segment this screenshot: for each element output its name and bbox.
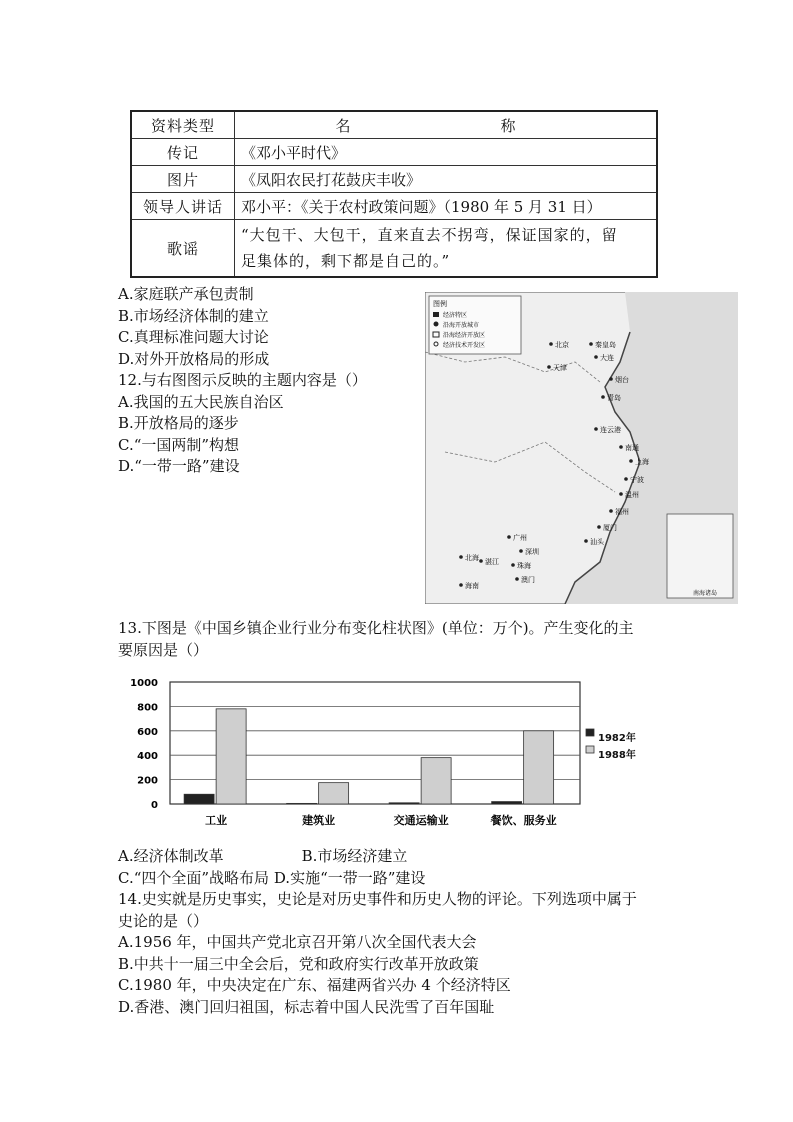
q14-stem-line2: 史论的是（） — [118, 911, 209, 930]
chart-x-tick-label: 建筑业 — [302, 814, 336, 827]
q12-option-b[interactable]: B.开放格局的逐步 — [118, 414, 239, 432]
map-city-dot — [594, 427, 598, 431]
q14-option-a[interactable]: A.1956 年，中国共产党北京召开第八次全国代表大会 — [118, 933, 477, 951]
township-enterprise-chart — [118, 670, 598, 835]
chart-y-axis — [130, 678, 158, 811]
map-city-label: 天津 — [553, 364, 567, 372]
song-line-2: 足集体的，剩下都是自己的。” — [241, 252, 451, 270]
table-cell-name: 《邓小平时代》 — [235, 139, 658, 166]
chart-legend-labels — [598, 730, 636, 764]
map-city-dot — [549, 342, 553, 346]
table-row — [131, 220, 657, 278]
map-city-label: 广州 — [513, 534, 527, 542]
chart-bars — [184, 709, 554, 804]
q14-stem-line1: 14.史实就是历史事实，史论是对历史事件和历史人物的评论。下列选项中属于 — [118, 890, 637, 908]
q11-option-c[interactable]: C.真理标准问题大讨论 — [118, 328, 269, 346]
chart-x-tick-label: 交通运输业 — [393, 814, 449, 827]
q11-option-d[interactable]: D.对外开放格局的形成 — [118, 349, 270, 368]
chart-y-tick-label: 200 — [137, 775, 158, 787]
chart-y-tick-label: 800 — [137, 702, 158, 714]
q13-stem-line2: 要原因是（） — [118, 640, 209, 659]
map-city-dot — [479, 559, 483, 563]
chart-bar — [524, 731, 554, 804]
map-legend-item: 经济特区 — [443, 312, 468, 319]
q14-option-b[interactable]: B.中共十一届三中全会后，党和政府实行改革开放政策 — [118, 954, 479, 973]
table-cell-name: 邓小平：《关于农村政策问题》（1980 年 5 月 31 日） — [235, 193, 658, 220]
table-header-type: 资料类型 — [131, 111, 235, 139]
map-city-label: 汕头 — [590, 538, 604, 546]
source-table — [130, 110, 658, 278]
table-row — [131, 193, 657, 220]
chart-y-tick-label: 600 — [137, 726, 158, 738]
map-city-dot — [609, 377, 613, 381]
chart-legend-label: 1982年 — [598, 733, 636, 744]
map-city-label: 南通 — [625, 444, 639, 452]
chart-x-tick-label: 餐饮、服务业 — [490, 814, 557, 827]
map-city-label: 深圳 — [525, 548, 539, 556]
table-row — [131, 139, 657, 166]
map-legend-item: 经济技术开发区 — [443, 342, 486, 349]
map-city-dot — [594, 355, 598, 359]
map-city-dot — [609, 509, 613, 513]
table-cell-name: 《凤阳农民打花鼓庆丰收》 — [235, 166, 658, 193]
map-city-dot — [519, 549, 523, 553]
map-city-label: 厦门 — [603, 524, 617, 532]
q13-options — [118, 846, 425, 889]
q13-option-cd[interactable]: C.“四个全面”战略布局 D.实施“一带一路”建设 — [118, 868, 426, 887]
map-city-dot — [459, 555, 463, 559]
map-city-label: 福州 — [615, 508, 629, 516]
table-cell-type: 领导人讲话 — [131, 193, 235, 220]
q13-block — [118, 618, 634, 661]
q14-block — [118, 889, 637, 1018]
chart-legend-label: 1988年 — [598, 750, 636, 761]
chart-y-tick-label: 0 — [151, 800, 158, 811]
q12-option-a[interactable]: A.我国的五大民族自治区 — [118, 392, 284, 411]
table-cell-type: 歌谣 — [131, 220, 235, 278]
chart-bar — [184, 794, 214, 804]
q13-stem-line1: 13.下图是《中国乡镇企业行业分布变化柱状图》(单位：万个)。产生变化的主 — [118, 619, 634, 637]
map-city-dot — [515, 577, 519, 581]
map-city-dot — [547, 365, 551, 369]
chart-legend — [586, 729, 594, 753]
chart-bar — [421, 758, 451, 804]
chart-legend-swatch — [586, 746, 594, 753]
inset-label: 南海诸岛 — [692, 590, 718, 597]
q13-option-b[interactable]: B.市场经济建立 — [301, 847, 408, 865]
q12-option-d[interactable]: D.“一带一路”建设 — [118, 457, 240, 475]
map-city-label: 宁波 — [630, 476, 644, 484]
map-city-dot — [507, 535, 511, 539]
south-sea-inset — [667, 514, 733, 598]
chart-y-tick-label: 1000 — [130, 678, 158, 689]
open-cities-map — [425, 292, 738, 604]
map-city-dot — [584, 539, 588, 543]
map-city-label: 连云港 — [600, 426, 621, 434]
q11-option-b[interactable]: B.市场经济体制的建立 — [118, 306, 269, 325]
map-city-label: 澳门 — [521, 576, 535, 584]
chart-bar — [319, 783, 349, 804]
table-cell-type: 传记 — [131, 139, 235, 166]
map-legend-title: 图例 — [433, 300, 447, 308]
map-city-label: 上海 — [635, 458, 649, 466]
chart-bar — [216, 709, 246, 804]
chart-bar — [492, 802, 522, 804]
chart-bar — [389, 803, 419, 804]
map-city-label: 珠海 — [517, 562, 531, 570]
map-city-dot — [619, 445, 623, 449]
chart-x-axis — [205, 813, 557, 827]
q11-options — [118, 284, 269, 370]
table-header-row — [131, 111, 657, 139]
map-city-dot — [601, 395, 605, 399]
song-line-1: “大包干、大包干，直来直去不拐弯，保证国家的，留 — [241, 226, 618, 244]
map-city-dot — [629, 459, 633, 463]
q12-block — [118, 370, 367, 478]
map-city-label: 北京 — [555, 341, 569, 349]
legend-marker-city — [434, 322, 439, 327]
table-row — [131, 166, 657, 193]
map-city-label: 烟台 — [615, 376, 629, 384]
map-city-label: 温州 — [625, 491, 639, 499]
q13-options-row1 — [118, 846, 425, 868]
q12-stem: 12.与右图图示反映的主题内容是（） — [118, 371, 367, 389]
q12-option-c[interactable]: C.“一国两制”构想 — [118, 435, 240, 454]
map-city-dot — [624, 477, 628, 481]
q14-option-d[interactable]: D.香港、澳门回归祖国，标志着中国人民洗雪了百年国耻 — [118, 997, 495, 1016]
map-city-label: 秦皇岛 — [595, 341, 616, 349]
chart-y-tick-label: 400 — [137, 751, 158, 763]
map-city-label: 青岛 — [607, 394, 621, 402]
map-city-dot — [619, 492, 623, 496]
map-legend-item: 沿海开放城市 — [443, 322, 480, 329]
q11-option-a[interactable]: A.家庭联产承包责制 — [118, 285, 254, 303]
map-city-dot — [511, 563, 515, 567]
map-city-label: 大连 — [600, 354, 614, 362]
table-header-name: 名 称 — [235, 111, 658, 139]
map-city-label: 湛江 — [485, 558, 499, 566]
chart-legend-swatch — [586, 729, 594, 736]
map-city-dot — [459, 583, 463, 587]
map-city-label: 北海 — [465, 554, 479, 562]
map-city-dot — [589, 342, 593, 346]
chart-bar — [287, 803, 317, 804]
chart-x-tick-label: 工业 — [205, 814, 228, 827]
table-cell-type: 图片 — [131, 166, 235, 193]
q14-option-c[interactable]: C.1980 年，中央决定在广东、福建两省兴办 4 个经济特区 — [118, 976, 511, 994]
map-legend-item: 沿海经济开放区 — [443, 332, 486, 339]
map-city-label: 海南 — [465, 582, 479, 590]
table-cell-name — [235, 220, 658, 278]
map-city-dot — [597, 525, 601, 529]
legend-marker-sez — [433, 312, 439, 317]
q13-option-a[interactable]: A.经济体制改革 — [118, 847, 224, 865]
